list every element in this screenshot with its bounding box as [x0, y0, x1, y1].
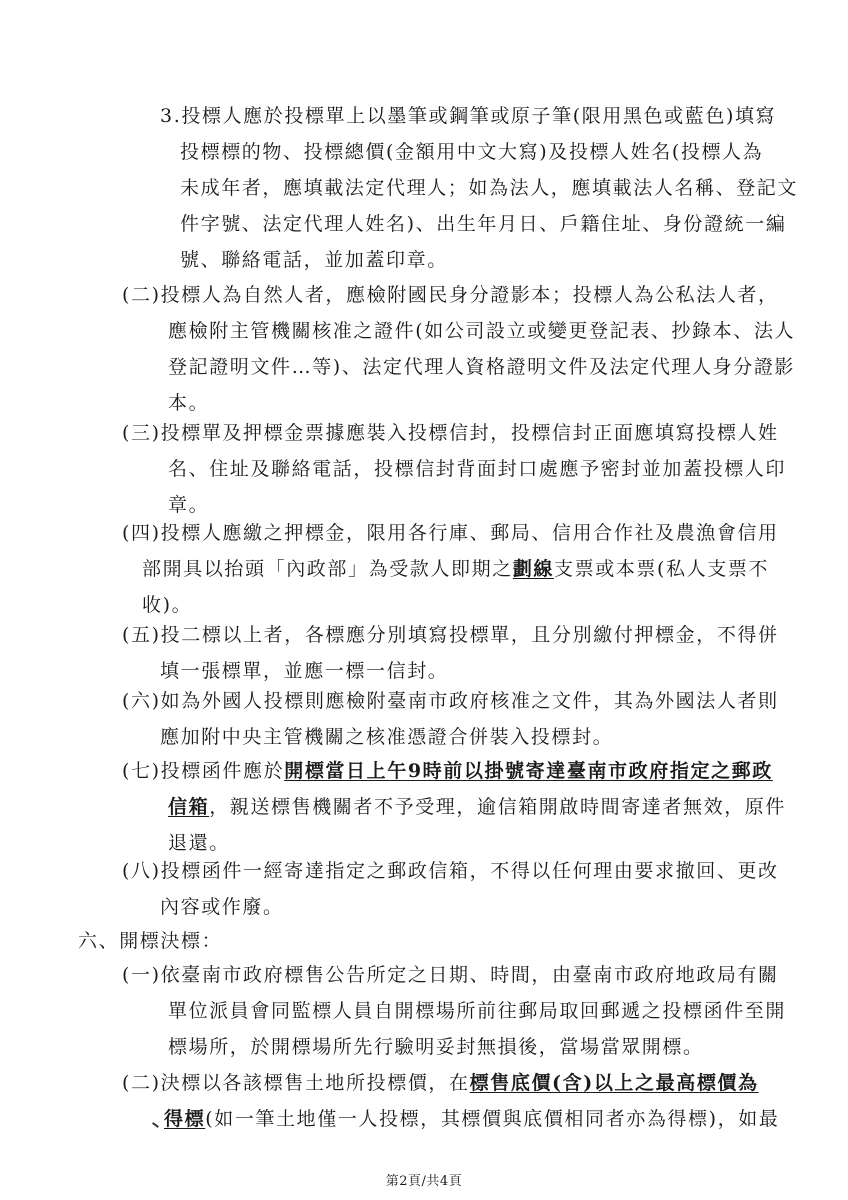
- item-si-line-3: 收)。: [142, 594, 193, 616]
- item-3-line-2: 投標標的物、投標總價(金額用中文大寫)及投標人姓名(投標人為: [180, 141, 764, 163]
- item-qi-line-1-text-a: (七)投標函件應於: [122, 760, 285, 782]
- item-san-line-3: 章。: [168, 494, 210, 516]
- item-3-line-5: 號、聯絡電話，並加蓋印章。: [180, 249, 448, 271]
- item-3-line-4: 件字號、法定代理人姓名)、出生年月日、戶籍住址、身份證統一編: [180, 213, 787, 235]
- s6-yi-line-2: 單位派員會同監標人員自開標場所前往郵局取回郵遞之投標函件至開: [168, 1000, 787, 1022]
- deadline-emphasis: 開標當日上午9時前以掛號寄達臺南市政府指定之郵政: [284, 760, 773, 782]
- s6-er-line-2: [164, 1106, 779, 1132]
- item-liu-line-1: (六)如為外國人投標則應檢附臺南市政府核准之文件，其為外國法人者則: [122, 690, 779, 712]
- s6-er-line-1-text-a: (二)決標以各該標售土地所投標價，在: [122, 1072, 470, 1094]
- item-qi-line-2-text-b: ，親送標售機關者不予受理，逾信箱開啟時間寄達者無效，原件: [209, 796, 787, 818]
- item-3-line-3: 未成年者，應填載法定代理人；如為法人，應填載法人名稱、登記文: [180, 177, 799, 199]
- item-si-line-2-text-a: 部開具以抬頭「內政部」為受款人即期之: [142, 558, 513, 580]
- s6-yi-line-1: (一)依臺南市政府標售公告所定之日期、時間，由臺南市政府地政局有關: [122, 964, 779, 986]
- s6-er-line-2-text-b: (如一筆土地僅一人投標，其標價與底價相同者亦為得標)，如最: [205, 1108, 780, 1130]
- s6-er-line-1: [122, 1070, 759, 1096]
- item-ba-line-2: 內容或作廢。: [160, 896, 284, 918]
- item-er-line-4: 本。: [168, 392, 210, 414]
- item-er-line-3: 登記證明文件…等)、法定代理人資格證明文件及法定代理人身分證影: [168, 356, 796, 378]
- reserve-price-emphasis: 標售底價(含)以上之最高標價為: [469, 1072, 759, 1094]
- item-san-line-2: 名、住址及聯絡電話，投標信封背面封口處應予密封並加蓋投標人印: [168, 458, 787, 480]
- item-qi-line-1: [122, 758, 773, 784]
- item-san-line-1: (三)投標單及押標金票據應裝入投標信封，投標信封正面應填寫投標人姓: [122, 422, 779, 444]
- item-er-line-1: (二)投標人為自然人者，應檢附國民身分證影本；投標人為公私法人者，: [122, 284, 779, 306]
- item-liu-line-2: 應加附中央主管機關之核准憑證合併裝入投標封。: [160, 726, 614, 748]
- page-number: 第2頁/共4頁: [385, 1174, 463, 1189]
- winning-bid-emphasis: 得標: [164, 1108, 206, 1130]
- mailbox-emphasis: 信箱: [168, 796, 210, 818]
- item-qi-line-3: 退還。: [168, 832, 230, 854]
- item-wu-line-1: (五)投二標以上者，各標應分別填寫投標單，且分別繳付押標金，不得併: [122, 624, 779, 646]
- item-si-line-2-text-c: 支票或本票(私人支票不: [554, 558, 770, 580]
- crossed-check-emphasis: 劃線: [512, 558, 555, 580]
- item-er-line-2: 應檢附主管機關核准之證件(如公司設立或變更登記表、抄錄本、法人: [168, 320, 796, 342]
- s6-yi-line-3: 標場所，於開標場所先行驗明妥封無損後，當場當眾開標。: [168, 1036, 704, 1058]
- section-6-heading: 六、開標決標：: [78, 930, 223, 952]
- item-wu-line-2: 填一張標單，並應一標一信封。: [160, 660, 449, 682]
- item-si-line-2: [142, 556, 769, 582]
- item-si-line-1: (四)投標人應繳之押標金，限用各行庫、郵局、信用合作社及農漁會信用: [122, 522, 779, 544]
- item-qi-line-2: [168, 794, 786, 820]
- item-ba-line-1: (八)投標函件一經寄達指定之郵政信箱，不得以任何理由要求撤回、更改: [122, 860, 779, 882]
- scan-mark: [152, 1122, 159, 1128]
- item-3-line-1: 3.投標人應於投標單上以墨筆或鋼筆或原子筆(限用黑色或藍色)填寫: [160, 105, 777, 127]
